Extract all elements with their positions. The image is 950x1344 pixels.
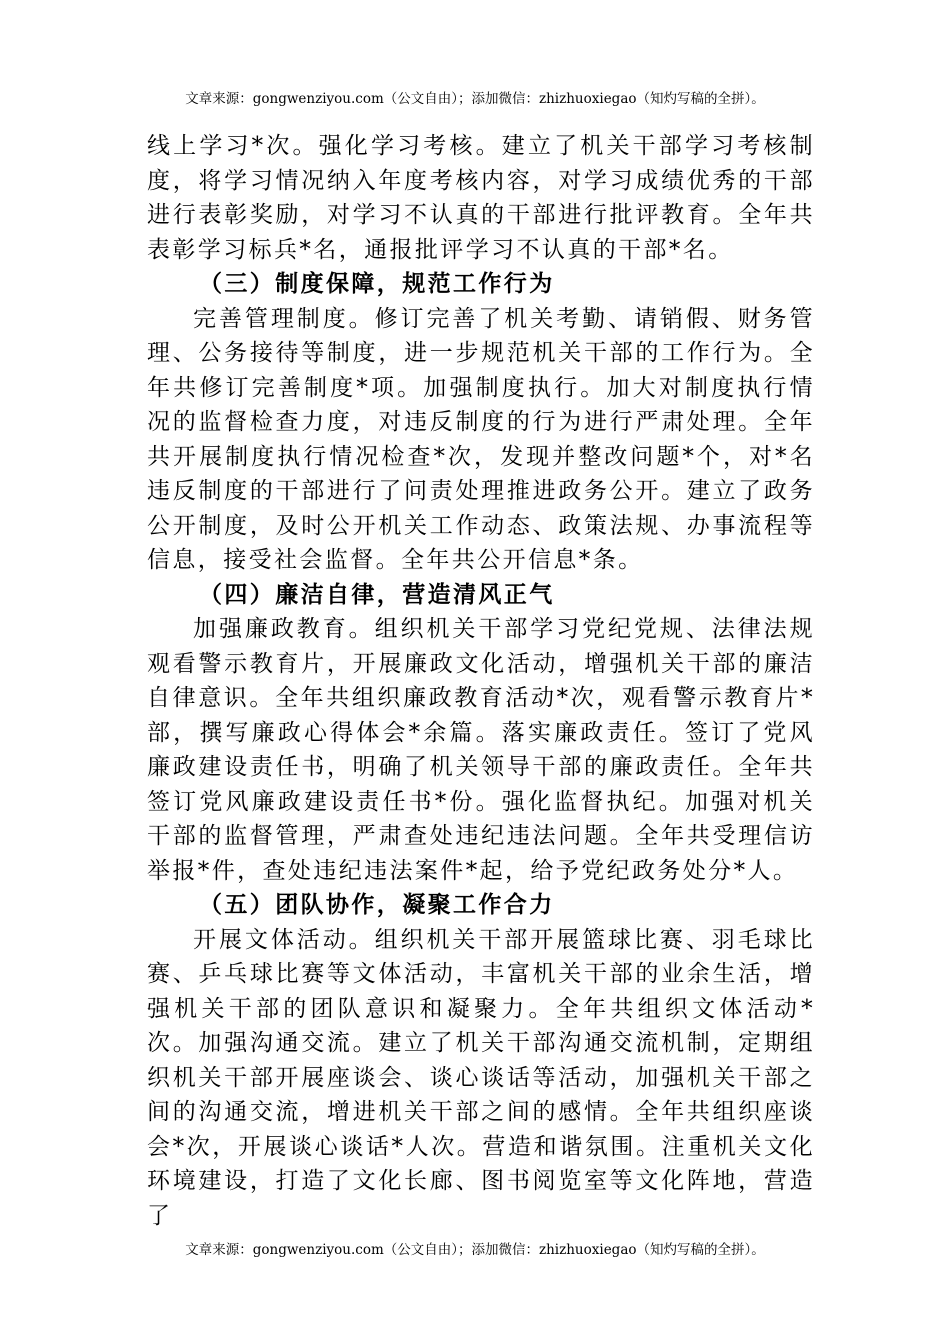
section-heading-3: （三）制度保障，规范工作行为	[199, 270, 555, 297]
paragraph-integrity: 加强廉政教育。组织机关干部学习党纪党规、法律法规观看警示教育片，开展廉政文化活动，增强机关干部的廉洁自律意识。全年共组织廉政教育活动*次，观看警示教育片*部，撰写廉政心得体会*余篇。落实廉政责任。签订了党风廉政建设责任书，明确了机关领导干部的廉政责任。全年共签订党风廉政建设责任书*份。强化监督执纪。加强对机关干部的监督管理，严肃查处违纪违法问题。全年共受理信访举报*件，查处违纪违法案件*起，给予党纪政务处分*人。	[147, 616, 815, 884]
paragraph-institution: 完善管理制度。修订完善了机关考勤、请销假、财务管理、公务接待等制度，进一步规范机关干部的工作行为。全年共修订完善制度*项。加强制度执行。加大对制度执行情况的监督检查力度，对违反制度的行为进行严肃处理。全年共开展制度执行情况检查*次，发现并整改问题*个，对*名违反制度的干部进行了问责处理推进政务公开。建立了政务公开制度，及时公开机关工作动态、政策法规、办事流程等信息，接受社会监督。全年共公开信息*条。	[147, 305, 815, 573]
paragraph-continuation: 线上学习*次。强化学习考核。建立了机关干部学习考核制度，将学习情况纳入年度考核内容，对学习成绩优秀的干部进行表彰奖励，对学习不认真的干部进行批评教育。全年共表彰学习标兵*名，通报批评学习不认真的干部*名。	[147, 133, 815, 263]
paragraph-teamwork: 开展文体活动。组织机关干部开展篮球比赛、羽毛球比赛、乒乓球比赛等文体活动，丰富机关干部的业余生活，增强机关干部的团队意识和凝聚力。全年共组织文体活动*次。加强沟通交流。建立了机关干部沟通交流机制，定期组织机关干部开展座谈会、谈心谈话等活动，加强机关干部之间的沟通交流，增进机关干部之间的感情。全年共组织座谈会*次，开展谈心谈话*人次。营造和谐氛围。注重机关文化环境建设，打造了文化长廊、图书阅览室等文化阵地，营造了	[147, 926, 815, 1229]
header-source-line: 文章来源：gongwenziyou.com（公文自由）；添加微信：zhizhuoxiegao（知灼写稿的全拼）。	[185, 91, 765, 107]
section-heading-5: （五）团队协作，凝聚工作合力	[199, 891, 555, 918]
section-heading-4: （四）廉洁自律，营造清风正气	[199, 580, 555, 608]
footer-source-line: 文章来源：gongwenziyou.com（公文自由）；添加微信：zhizhuoxiegao（知灼写稿的全拼）。	[185, 1242, 765, 1258]
document-body	[147, 129, 815, 1233]
